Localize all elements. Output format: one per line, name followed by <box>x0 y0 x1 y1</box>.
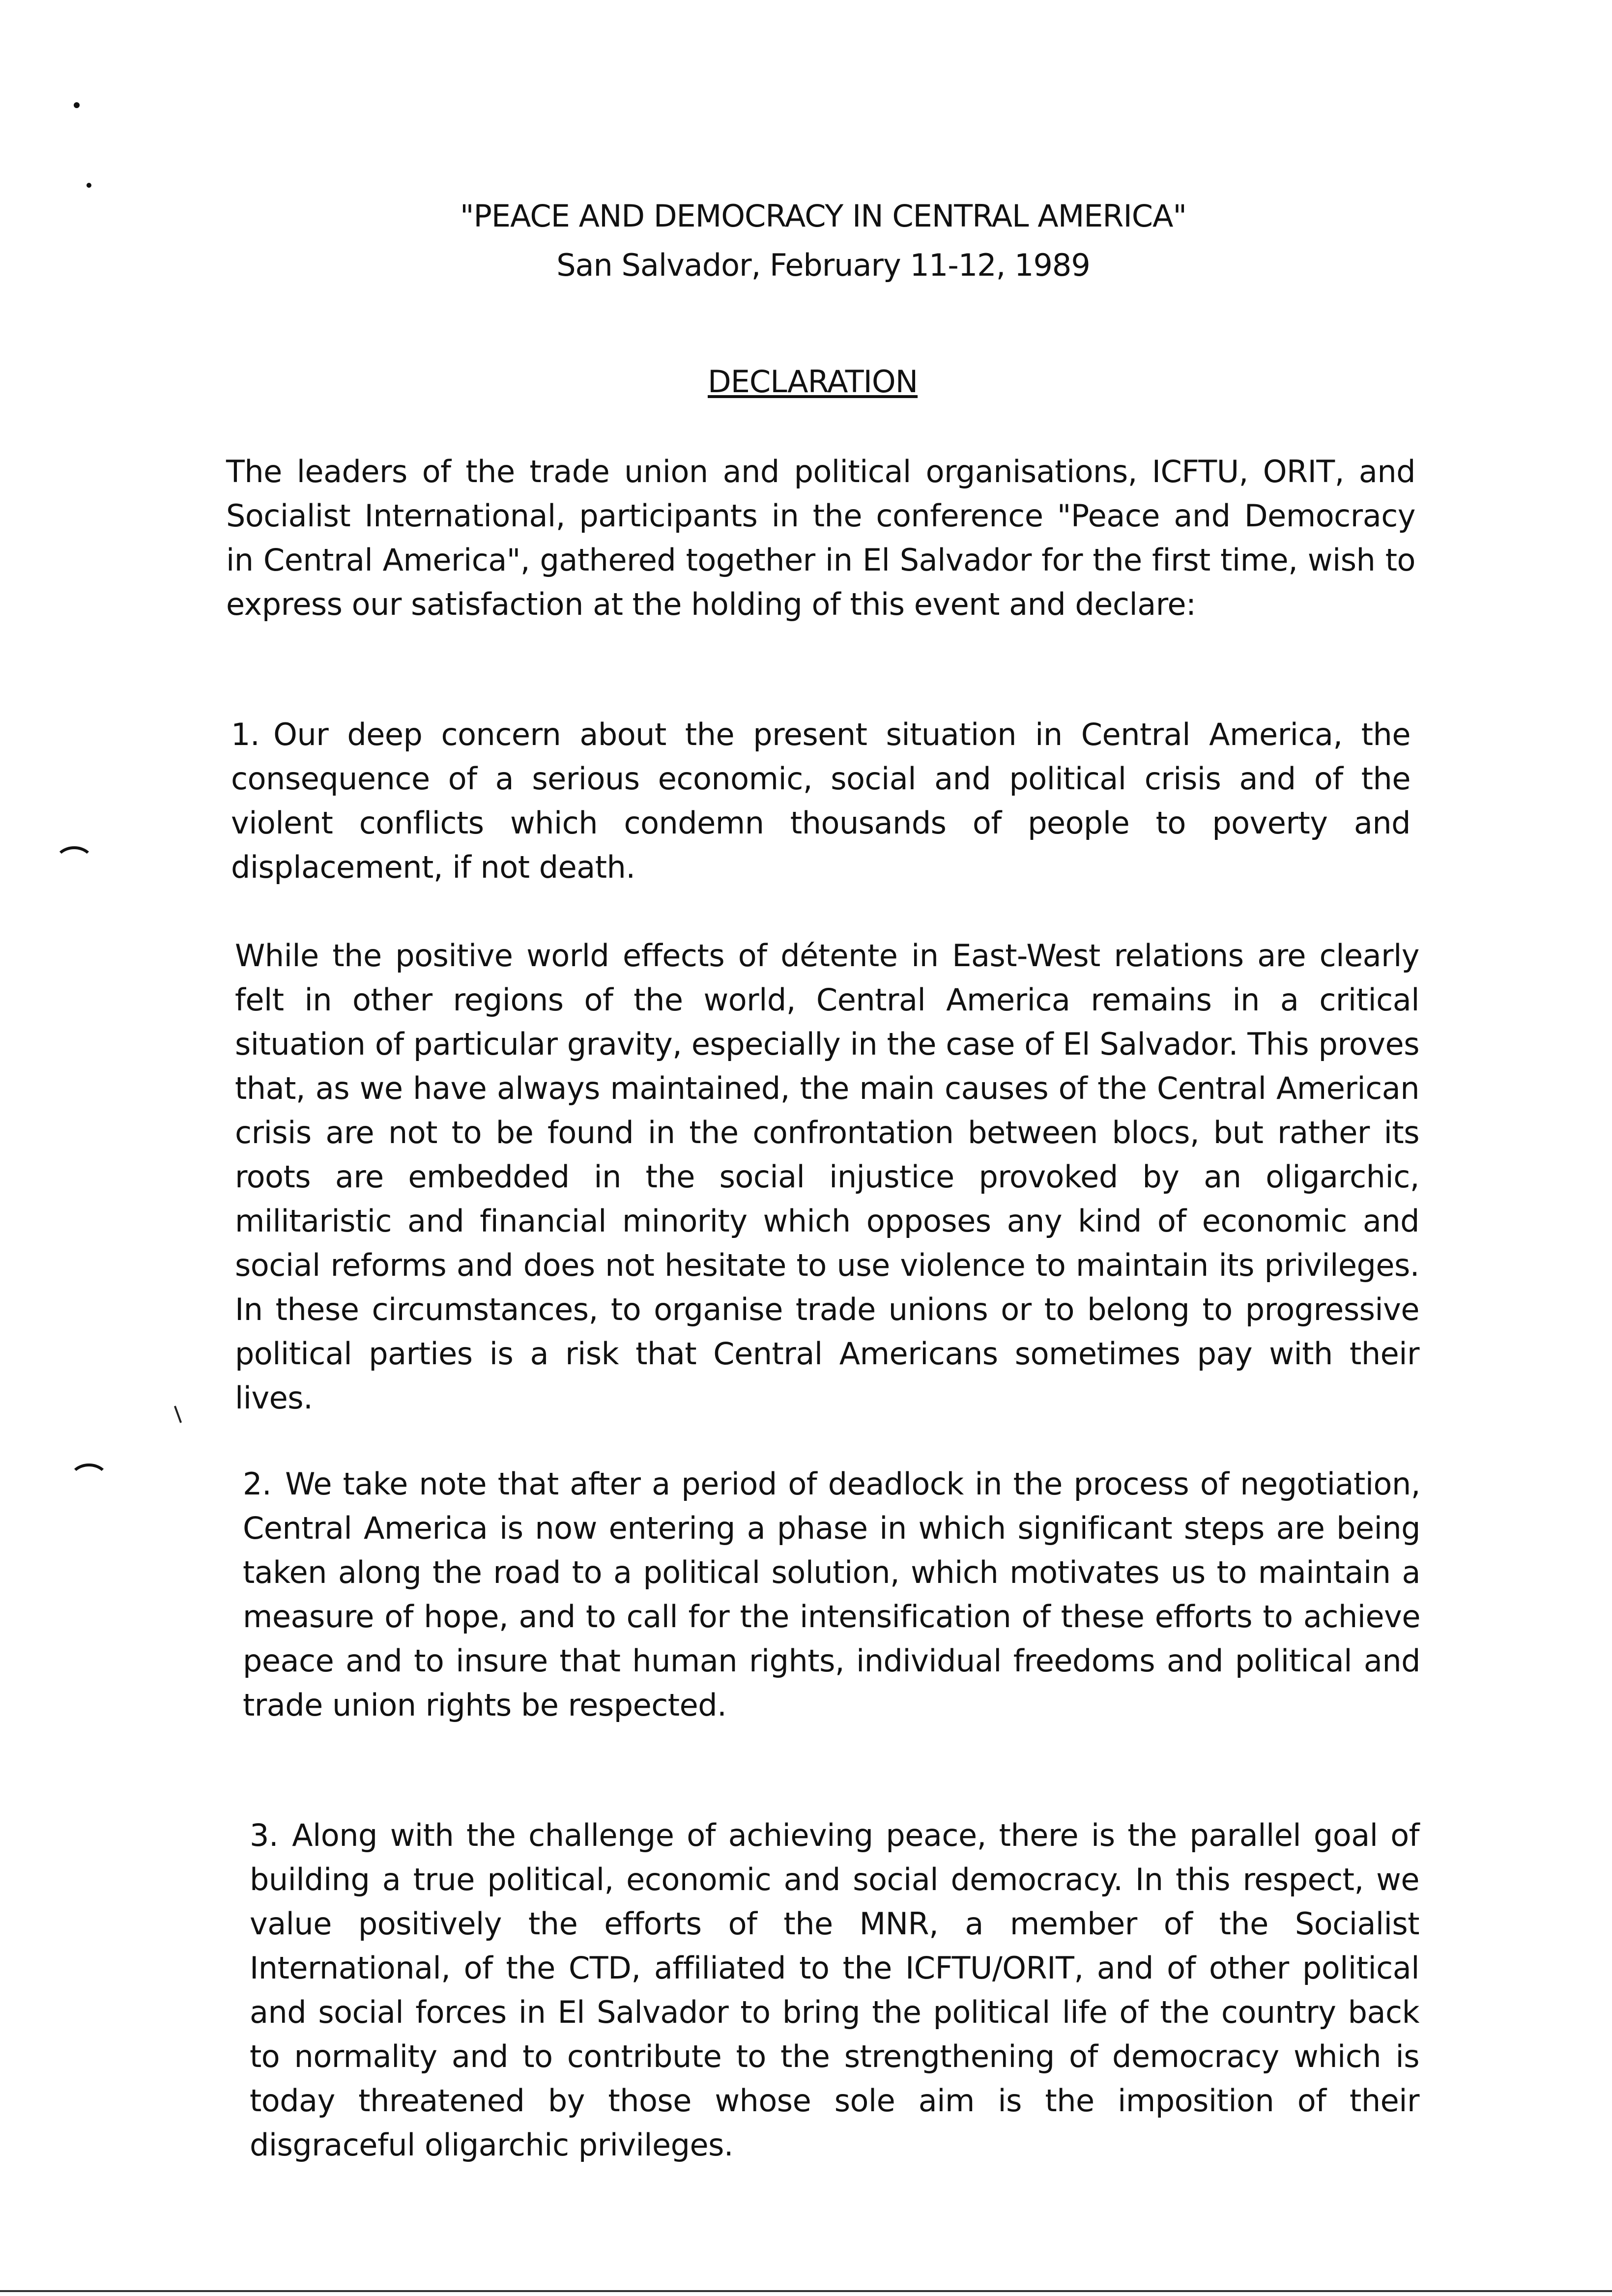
document-header <box>0 192 1612 290</box>
item-number: 1. <box>231 717 260 752</box>
document-title: "PEACE AND DEMOCRACY IN CENTRAL AMERICA" <box>460 198 1186 234</box>
item-text: While the positive world effects of détente in East-West relations are clearly felt in other regions of the world, Central America remains in a critical situation of particular gravity, especially in the case of El Salvador. This proves that, as we have always maintained, the main causes of the Central American crisis are not to be found in the confrontation between blocs, but rather its roots are embedded in the social injustice provoked by an oligarchic, militaristic and financial minority which opposes any kind of economic and social reforms and does not hesitate to use violence to maintain its privileges. In these circumstances, to organise trade unions or to belong to progressive political parties is a risk that Central Americans sometimes pay with their lives. <box>235 938 1419 1416</box>
margin-dot <box>86 183 91 188</box>
declaration-item-2 <box>243 1462 1420 1727</box>
item-text: Our deep concern about the present situation in Central America, the consequence of a serious economic, social and political crisis and of the violent conflicts which condemn thousands of people to poverty and displacement, if not death. <box>231 717 1410 885</box>
document-subtitle: San Salvador, February 11-12, 1989 <box>556 247 1090 283</box>
item-text: Along with the challenge of achieving peace, there is the parallel goal of building a true political, economic and social democracy. In this respect, we value positively the efforts of the MNR, a member of the Socialist International, of the CTD, affiliated to the ICFTU/ORIT, and of other political and social forces in El Salvador to bring the political life of the country back to normality and to contribute to the strengthening of democracy which is today threatened by those whose sole aim is the imposition of their disgraceful oligarchic privileges. <box>250 1817 1419 2163</box>
declaration-item-1-continued <box>235 934 1419 1420</box>
declaration-item-1 <box>231 713 1410 890</box>
declaration-item-3 <box>250 1813 1419 2167</box>
margin-tick <box>174 1406 182 1423</box>
margin-dot <box>74 102 80 108</box>
intro-paragraph: The leaders of the trade union and political organisations, ICFTU, ORIT, and Socialist International, participants in the conference "Peace and Democracy in Central America", gathered together in El Salvador for the first time, wish to express our satisfaction at the holding of this event and declare: <box>226 454 1415 622</box>
hole-punch-mark <box>54 846 94 880</box>
item-number: 2. <box>243 1466 272 1502</box>
declaration-heading: DECLARATION <box>708 364 918 400</box>
bottom-edge-line <box>0 2290 1612 2292</box>
hole-punch-mark <box>69 1464 109 1497</box>
item-number: 3. <box>250 1817 279 1853</box>
item-text: We take note that after a period of deadlock in the process of negotiation, Central America is now entering a phase in which significant steps are being taken along the road to a political solution, which motivates us to maintain a measure of hope, and to call for the intensification of these efforts to achieve peace and to insure that human rights, individual freedoms and political and trade union rights be respected. <box>243 1466 1420 1723</box>
